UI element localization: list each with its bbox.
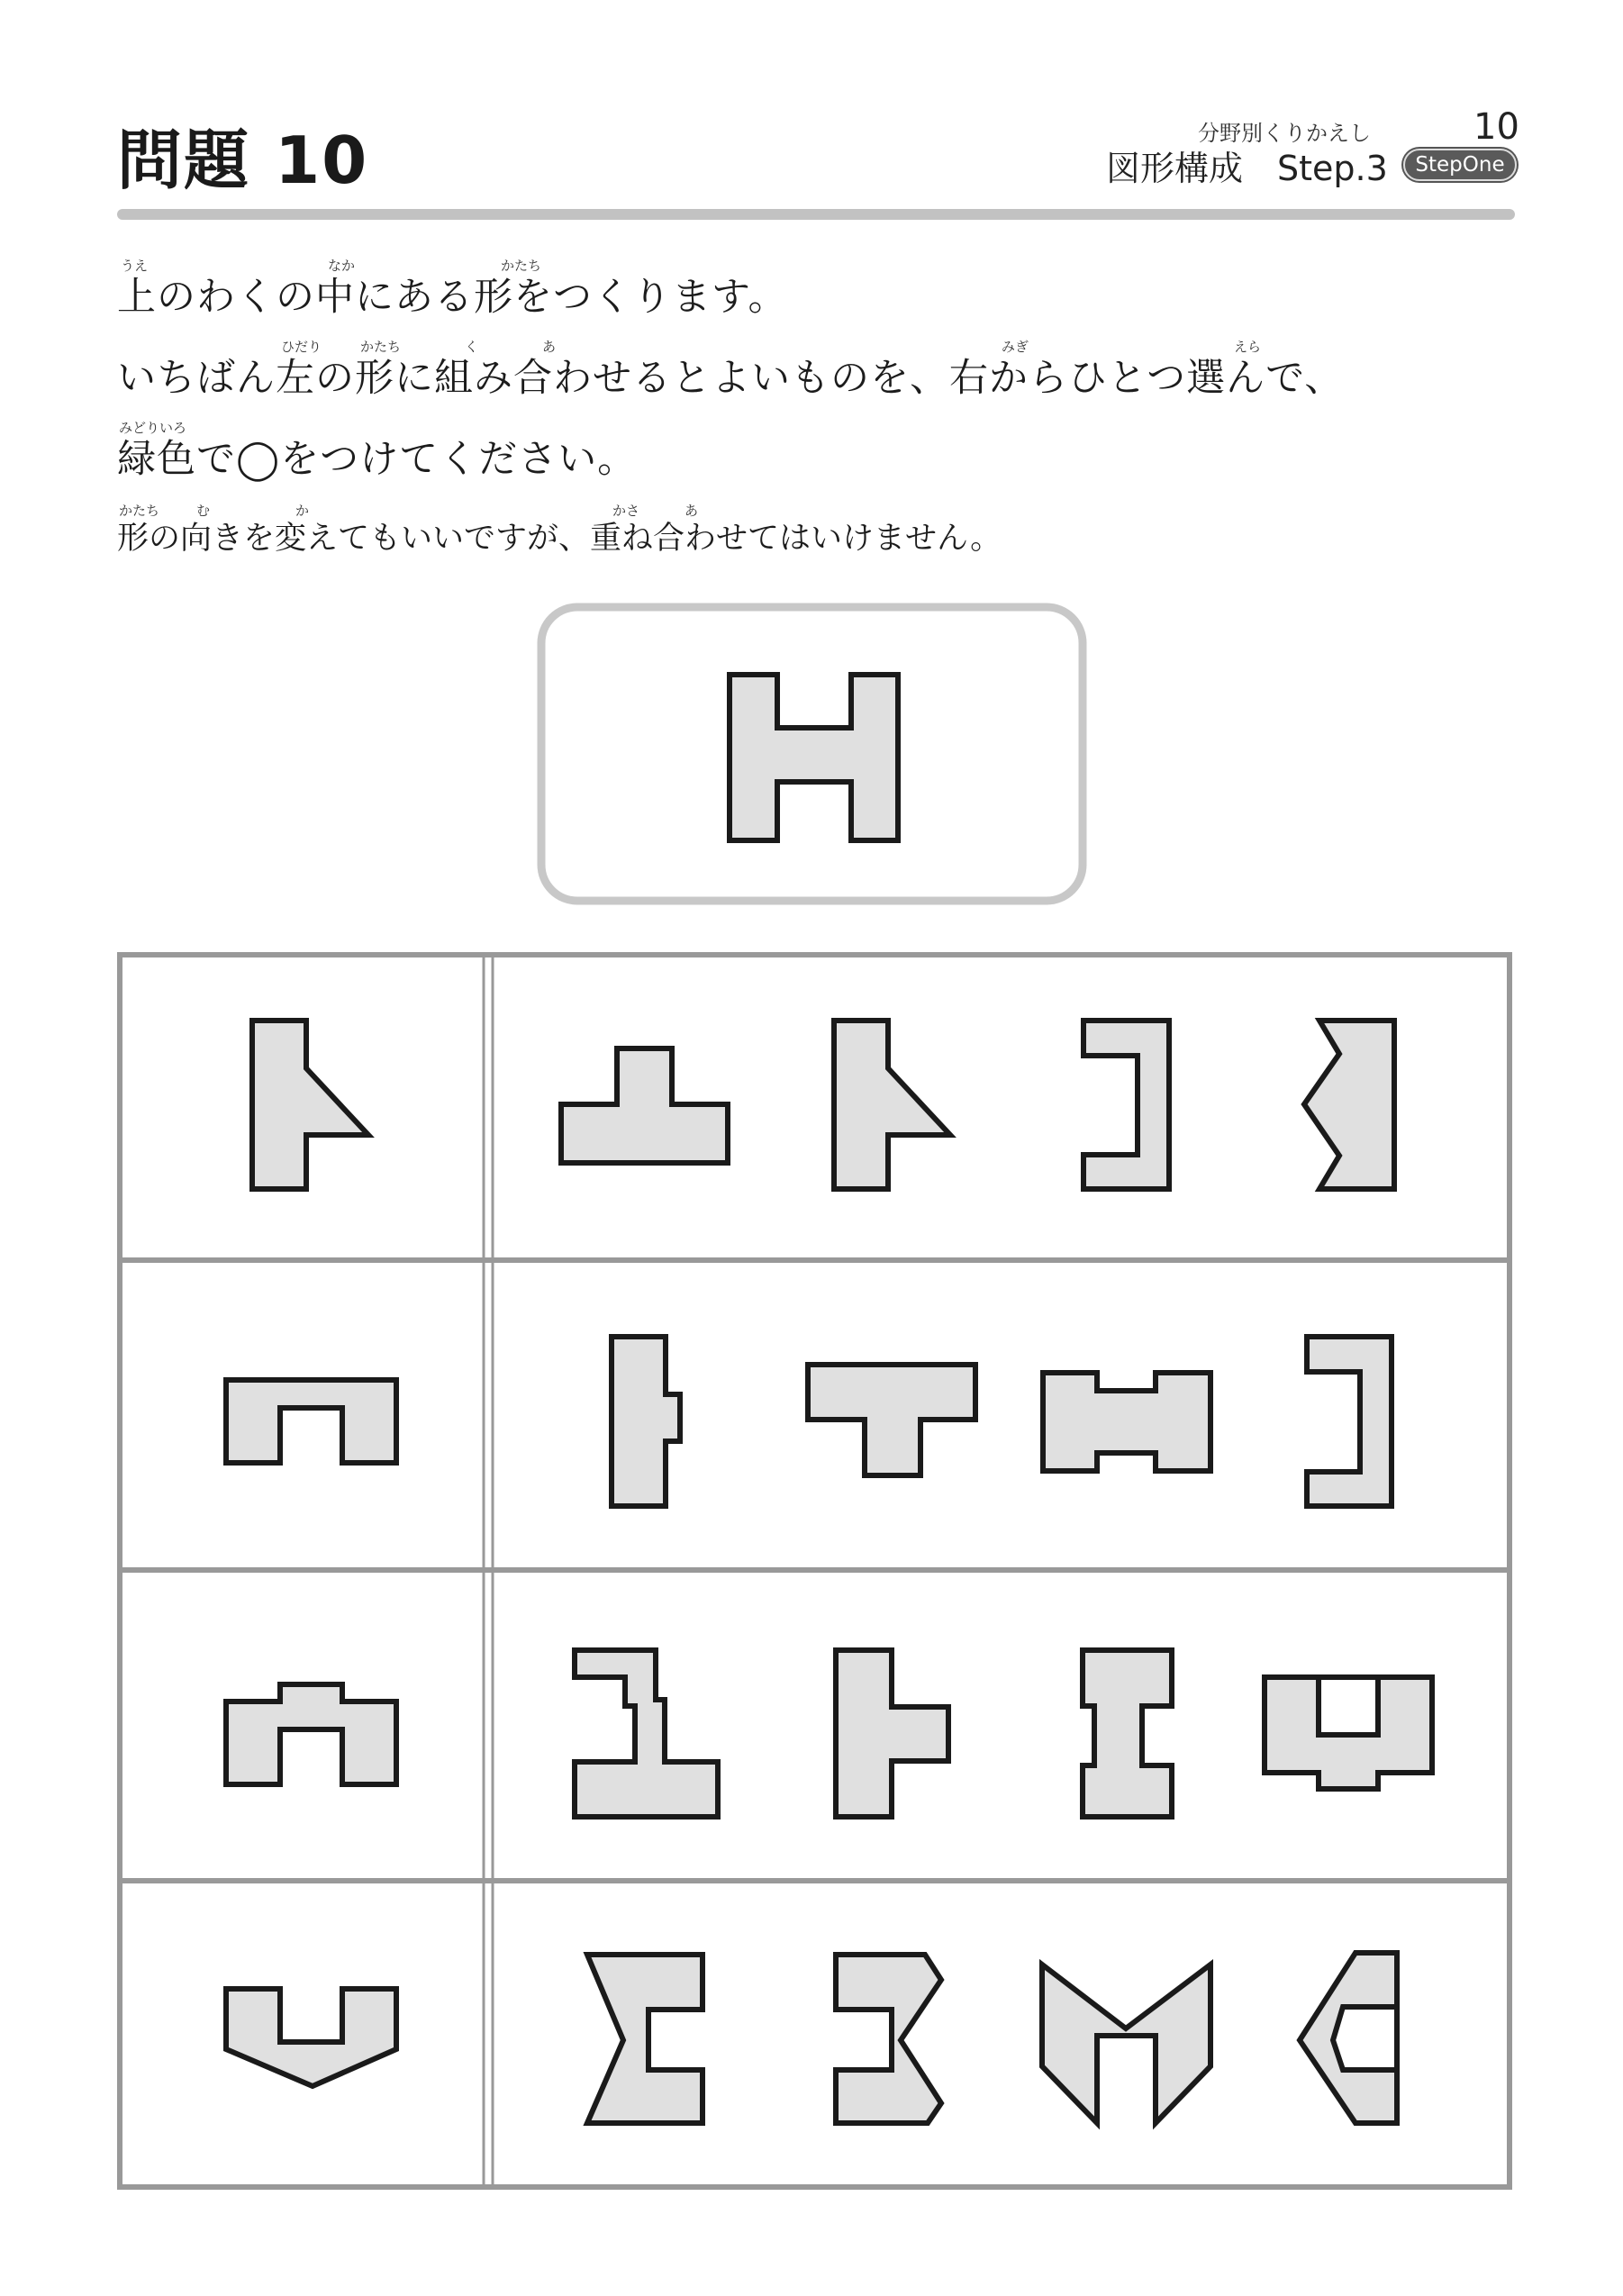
row3-option3[interactable]: [1083, 1650, 1172, 1817]
ruby-mu: む: [196, 503, 211, 519]
row4-option3[interactable]: [1042, 1965, 1210, 2123]
series-subtitle: 分野別くりかえし: [1198, 121, 1371, 146]
row1-option2[interactable]: [834, 1021, 950, 1189]
stepone-logo: StepOne: [1403, 149, 1517, 181]
row1-option3[interactable]: [1084, 1021, 1169, 1189]
row3-option1[interactable]: [575, 1650, 718, 1817]
ruby-hidari: ひだり: [281, 339, 322, 355]
row2-option1[interactable]: [612, 1337, 680, 1506]
row4-option4[interactable]: [1300, 1953, 1397, 2123]
target-h-shape: [730, 675, 898, 840]
ruby-a-2: あ: [685, 503, 699, 519]
row3-option2[interactable]: [836, 1650, 948, 1817]
ruby-kasa: かさ: [612, 503, 640, 519]
row2-option3[interactable]: [1043, 1373, 1210, 1471]
row3-given-shape: [226, 1684, 396, 1784]
instruction-note: 形の向きを変えてもいいですが、重ね合わせてはいけません。: [117, 521, 1002, 557]
row4-option2[interactable]: [836, 1955, 941, 2123]
row2-given-shape: [226, 1380, 396, 1463]
page-title: 問題 10: [117, 123, 369, 198]
row1-option1[interactable]: [561, 1048, 728, 1163]
ruby-migi: みぎ: [1002, 339, 1029, 355]
page-number: 10: [1473, 106, 1519, 148]
ruby-katachi-3: かたち: [119, 503, 160, 519]
ruby-a: あ: [542, 339, 557, 355]
ruby-katachi: かたち: [501, 258, 542, 274]
ruby-naka: なか: [328, 258, 356, 274]
instruction-line-3: 緑色で◯をつけてください。: [117, 437, 638, 482]
instruction-line-1: 上のわくの中にある形をつくります。: [117, 275, 788, 320]
ruby-ku: く: [465, 339, 479, 355]
ruby-era: えら: [1234, 339, 1262, 355]
instruction-line-2: いちばん左の形に組み合わせるとよいものを、右からひとつ選んで、: [117, 356, 1345, 401]
row4-option1[interactable]: [587, 1955, 703, 2123]
ruby-ka: か: [295, 503, 310, 519]
row3-option4[interactable]: [1265, 1677, 1432, 1789]
row4-given-shape: [226, 1989, 396, 2086]
row1-option4[interactable]: [1304, 1021, 1394, 1189]
category-label: 図形構成 Step.3: [1106, 149, 1388, 188]
row2-option2[interactable]: [808, 1365, 975, 1475]
ruby-midoriiro: みどりいろ: [119, 420, 187, 436]
ruby-ue: うえ: [121, 258, 149, 274]
ruby-katachi-2: かたち: [360, 339, 402, 355]
row2-option4[interactable]: [1307, 1337, 1392, 1506]
row1-given-shape: [252, 1021, 368, 1189]
